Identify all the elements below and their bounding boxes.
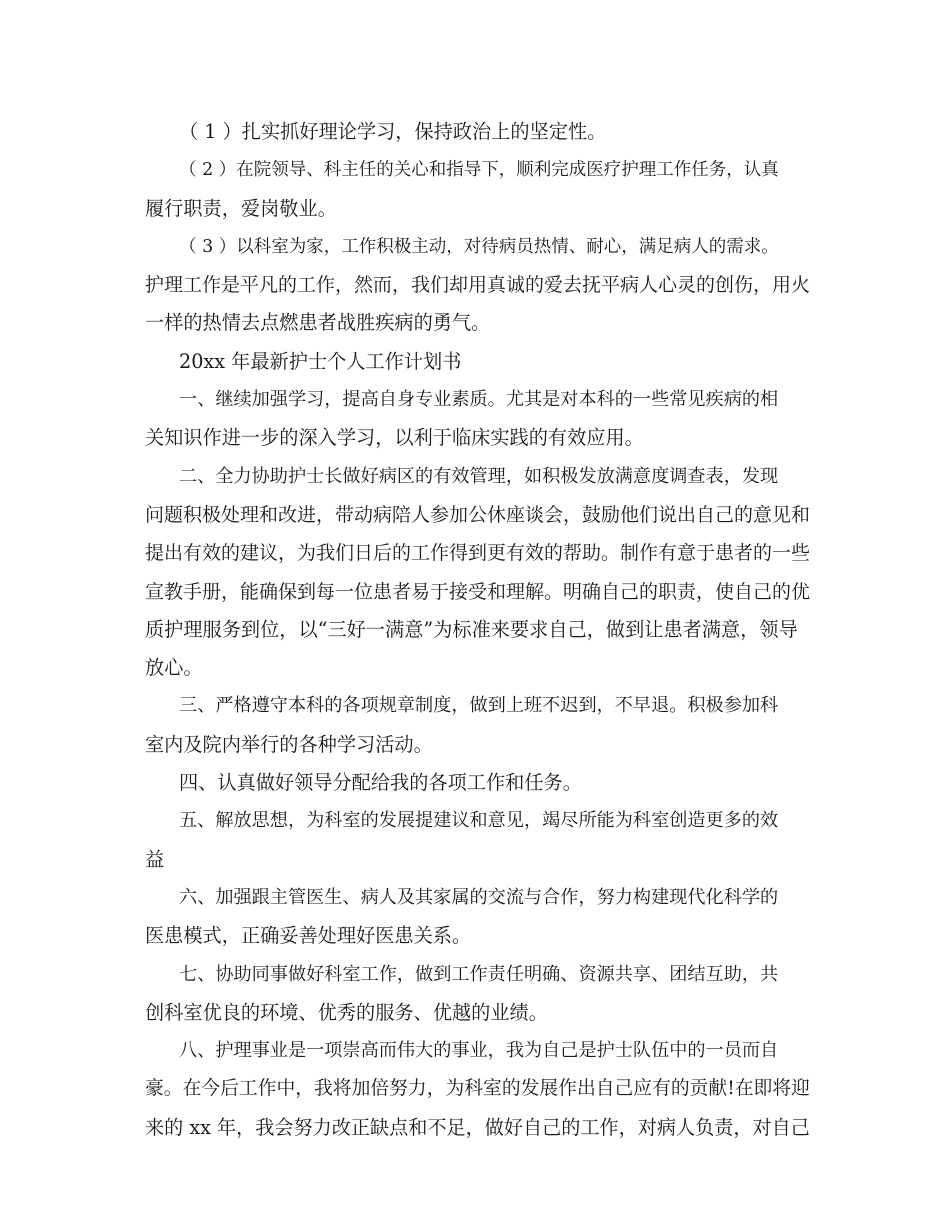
paragraph-line: 一样的热情去点燃患者战胜疾病的勇气。: [145, 311, 491, 335]
paragraph-plan-title: [145, 343, 810, 381]
paragraph-point-8: [145, 1032, 810, 1147]
paragraph-point-3: [145, 687, 810, 764]
paragraph-item-2: [145, 151, 810, 228]
paragraph-point-1: [145, 381, 810, 458]
paragraph-line: 宣教手册，能确保到每一位患者易于接受和理解。明确自己的职责，使自己的优: [145, 580, 811, 603]
paragraph-point-7: [145, 956, 810, 1033]
document-body: [145, 113, 810, 1147]
paragraph-point-4: [145, 764, 810, 802]
paragraph-first-line: 五、解放思想，为科室的发展提建议和意见，竭尽所能为科室创造更多的效: [179, 810, 779, 832]
paragraph-first-line: 七、协助同事做好科室工作，做到工作责任明确、资源共享、团结互助，共: [179, 963, 779, 985]
paragraph-first-line: 20xx 年最新护士个人工作计划书: [179, 349, 462, 373]
paragraph-line: 益: [145, 847, 165, 871]
paragraph-line: 关知识作进一步的深入学习，以利于临床实践的有效应用。: [145, 426, 644, 450]
paragraph-point-6: [145, 879, 810, 956]
paragraph-first-line: 三、严格遵守本科的各项规章制度，做到上班不迟到，不早退。积极参加科: [179, 695, 779, 717]
paragraph-first-line: 一、继续加强学习，提高自身专业素质。尤其是对本科的一些常见疾病的相: [179, 389, 779, 411]
paragraph-first-line: 六、加强跟主管医生、病人及其家属的交流与合作，努力构建现代化科学的: [179, 886, 779, 908]
paragraph-point-2: [145, 458, 810, 688]
paragraph-first-line: （ 3 ）以科室为家，工作积极主动，对待病员热情、耐心，满足病人的需求。: [179, 236, 779, 257]
paragraph-first-line: （ 1 ）扎实抓好理论学习，保持政治上的坚定性。: [179, 120, 607, 143]
paragraph-line: 问题积极处理和改进，带动病陪人参加公休座谈会，鼓励他们说出自己的意见和: [145, 503, 811, 526]
paragraph-line: 医患模式，正确妥善处理好医患关系。: [145, 924, 472, 948]
paragraph-line: 创科室优良的环境、优秀的服务、优越的业绩。: [145, 1000, 548, 1024]
paragraph-line: 履行职责，爱岗敬业。: [145, 196, 337, 220]
paragraph-line: 放心。: [145, 656, 203, 680]
paragraph-first-line: （ 2 ）在院领导、科主任的关心和指导下，顺利完成医疗护理工作任务，认真: [179, 160, 779, 181]
paragraph-item-3: [145, 228, 810, 343]
paragraph-point-5: [145, 802, 810, 879]
paragraph-line: 来的 xx 年，我会努力改正缺点和不足，做好自己的工作，对病人负责，对自己: [145, 1115, 810, 1139]
paragraph-line: 豪。在今后工作中，我将加倍努力，为科室的发展作出自己应有的贡献!在即将迎: [145, 1078, 810, 1100]
paragraph-line: 室内及院内举行的各种学习活动。: [145, 732, 433, 756]
paragraph-line: 护理工作是平凡的工作，然而，我们却用真诚的爱去抚平病人心灵的创伤，用火: [145, 274, 811, 297]
paragraph-first-line: 二、全力协助护士长做好病区的有效管理，如积极发放满意度调查表，发现: [179, 465, 779, 487]
paragraph-first-line: 四、认真做好领导分配给我的各项工作和任务。: [179, 771, 582, 795]
paragraph-item-1: [145, 113, 810, 151]
paragraph-first-line: 八、护理事业是一项崇高而伟大的事业，我为自己是护士队伍中的一员而自: [179, 1040, 779, 1062]
paragraph-line: 质护理服务到位，以“三好一满意”为标准来要求自己，做到让患者满意，领导: [145, 617, 798, 641]
paragraph-line: 提出有效的建议，为我们日后的工作得到更有效的帮助。制作有意于患者的一些: [145, 542, 811, 565]
